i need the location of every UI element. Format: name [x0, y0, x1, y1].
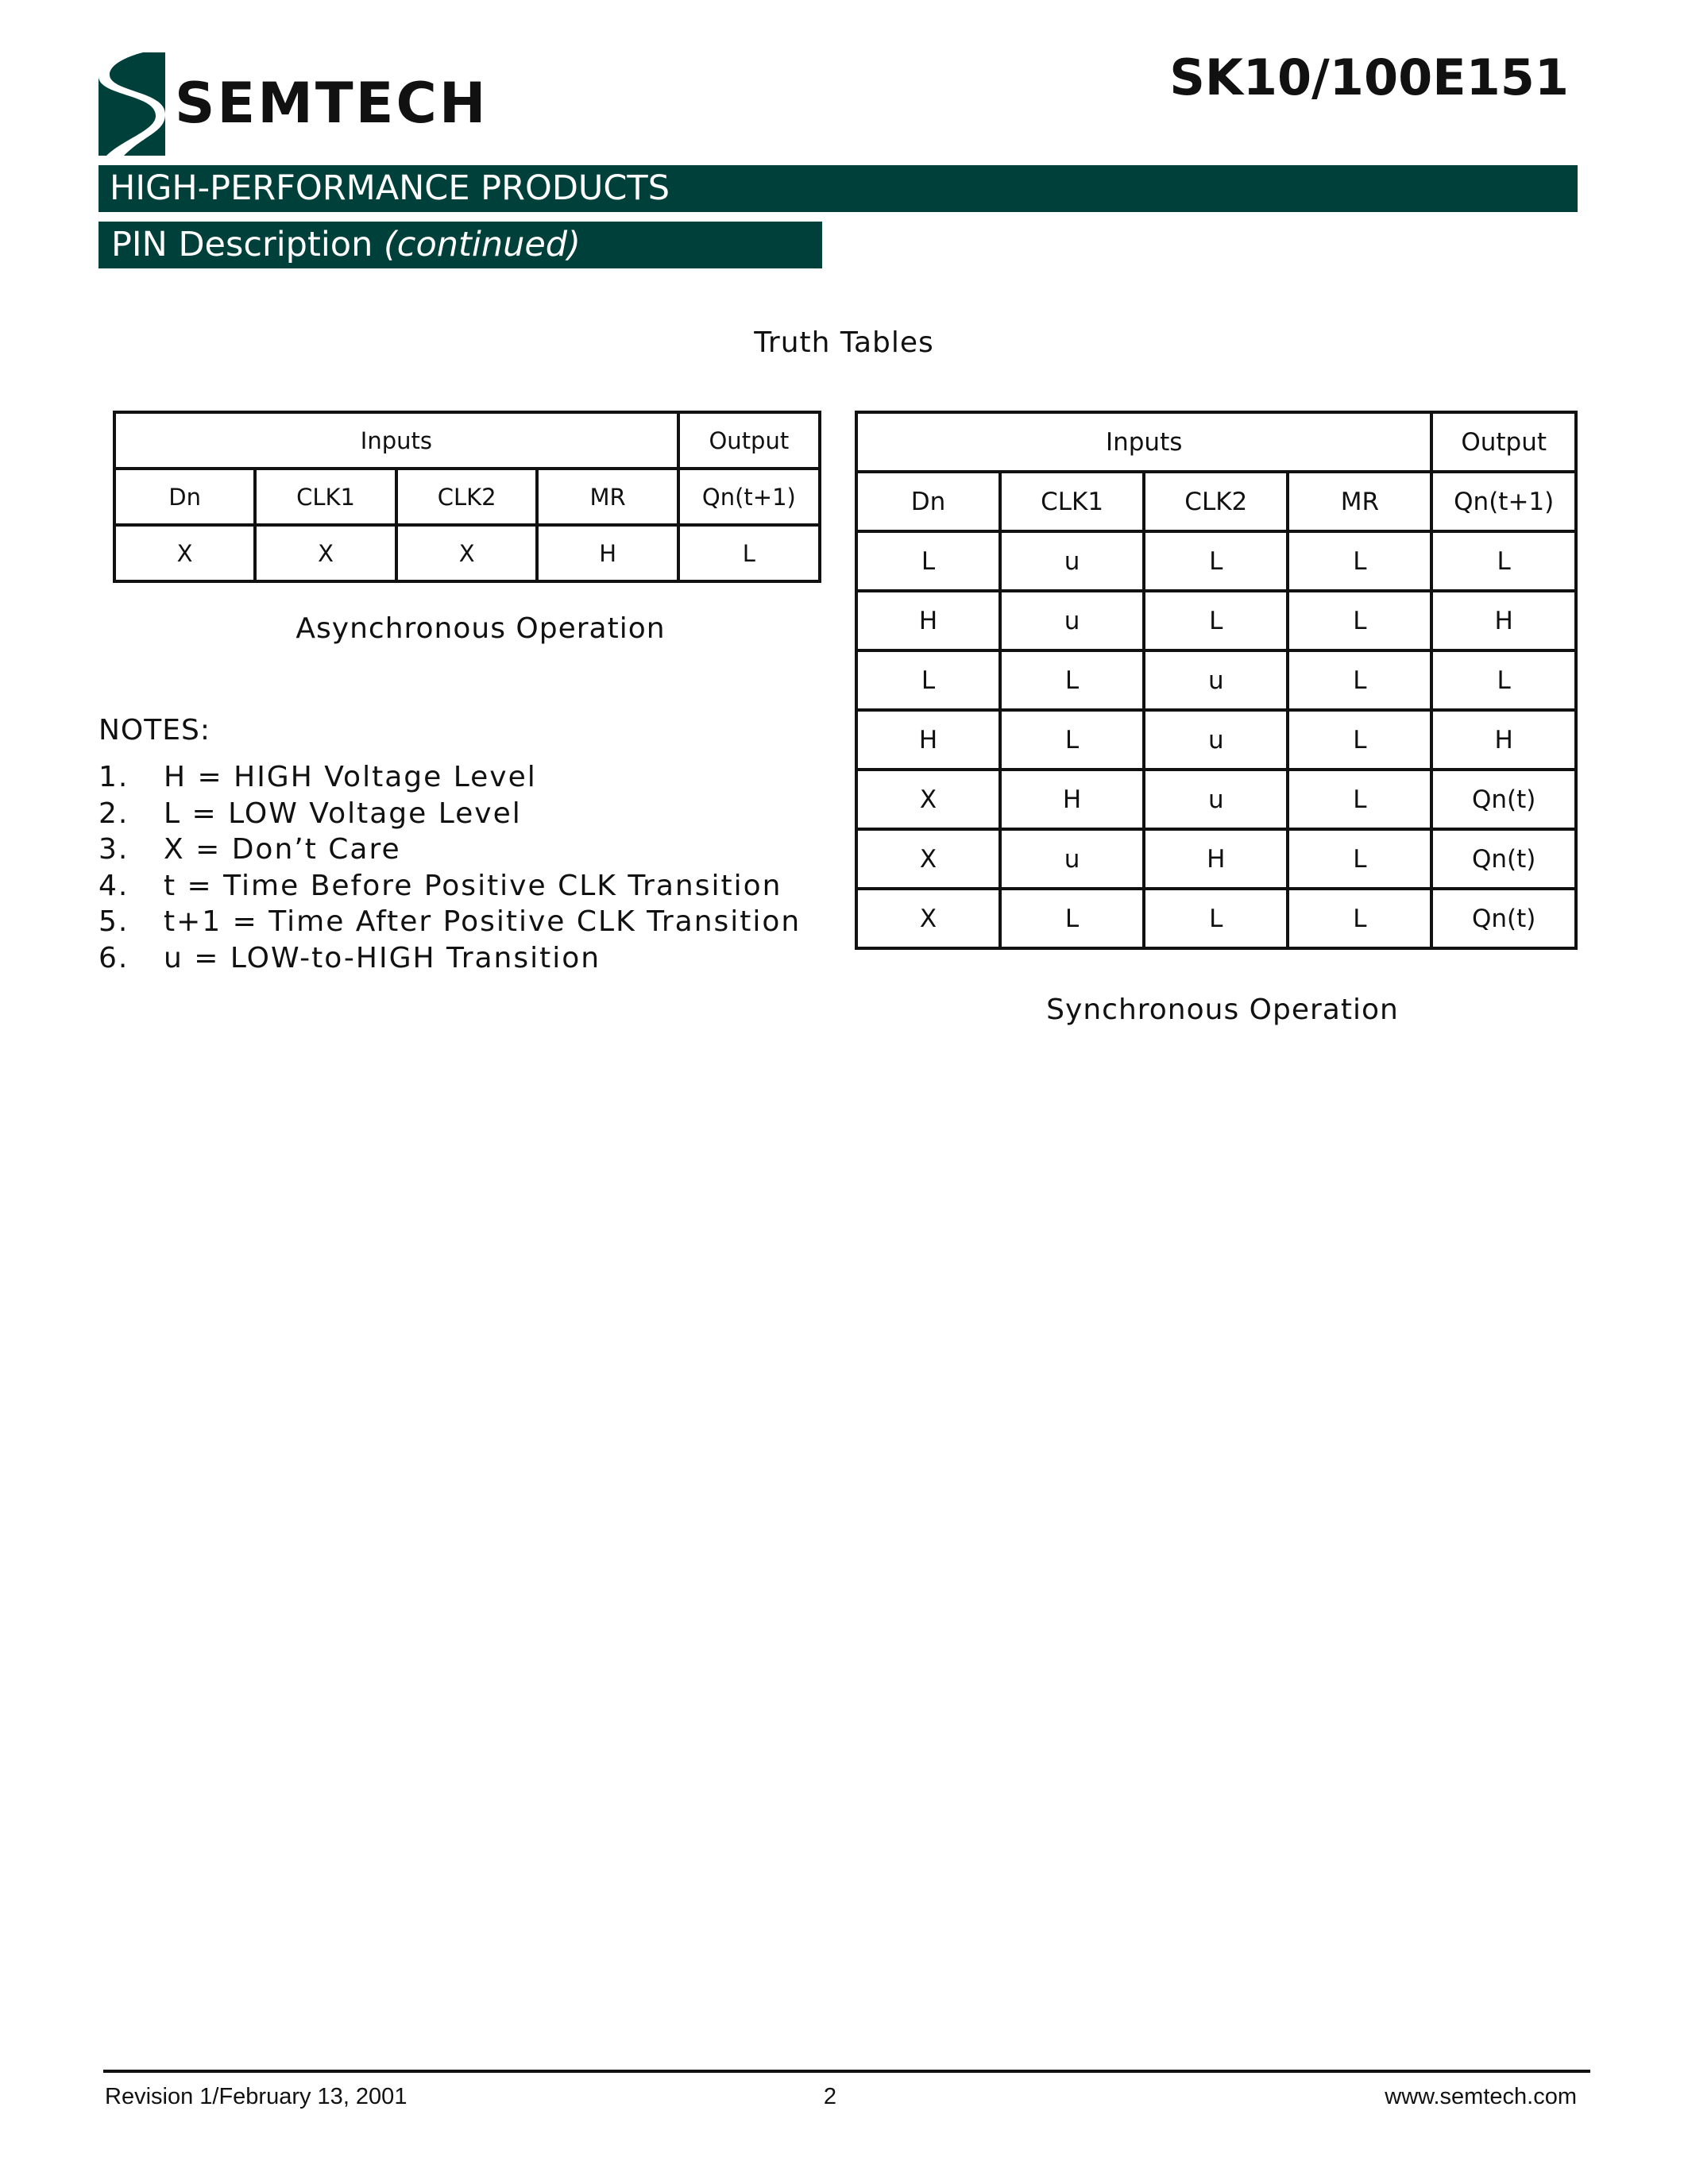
table-cell: L — [1431, 531, 1576, 591]
table-cell: u — [1144, 710, 1288, 770]
table-cell: H — [856, 591, 1000, 650]
semtech-logo-icon — [98, 52, 165, 156]
table-cell: Qn(t) — [1431, 770, 1576, 829]
table-row — [856, 650, 1576, 710]
list-item — [98, 759, 801, 796]
table-cell: L — [1431, 650, 1576, 710]
note-text: X = Don’t Care — [164, 833, 401, 866]
notes-heading: NOTES: — [98, 714, 211, 747]
table-cell: L — [1144, 591, 1288, 650]
list-item — [98, 832, 801, 868]
table-column-header-row — [114, 469, 820, 525]
table-row — [856, 889, 1576, 948]
section-title-text: PIN Description — [111, 225, 373, 264]
table-cell: H — [1000, 770, 1144, 829]
list-item — [98, 796, 801, 832]
note-text: t+1 = Time After Positive CLK Transition — [164, 905, 802, 938]
table-cell: Qn(t) — [1431, 829, 1576, 889]
table-cell: L — [1000, 650, 1144, 710]
table-cell: L — [1288, 889, 1431, 948]
note-text: L = LOW Voltage Level — [164, 797, 522, 830]
column-header: Qn(t+1) — [678, 469, 820, 525]
table-cell: L — [1144, 531, 1288, 591]
table-cell: L — [856, 650, 1000, 710]
column-header: Qn(t+1) — [1431, 472, 1576, 531]
table-cell: L — [1288, 829, 1431, 889]
output-group-header: Output — [1431, 412, 1576, 472]
table-cell: X — [114, 525, 255, 581]
table-cell: u — [1144, 770, 1288, 829]
footer-website-link[interactable]: www.semtech.com — [1385, 2084, 1577, 2109]
table-cell: u — [1000, 531, 1144, 591]
table-cell: X — [856, 770, 1000, 829]
column-header: Dn — [856, 472, 1000, 531]
table-cell: L — [1288, 591, 1431, 650]
output-group-header: Output — [678, 412, 820, 469]
table-row — [856, 531, 1576, 591]
column-header: MR — [537, 469, 678, 525]
table-cell: Qn(t) — [1431, 889, 1576, 948]
sync-table-caption: Synchronous Operation — [1046, 994, 1399, 1026]
table-cell: L — [678, 525, 820, 581]
table-row — [856, 710, 1576, 770]
table-cell: X — [856, 829, 1000, 889]
list-item — [98, 868, 801, 905]
footer-divider — [103, 2070, 1590, 2073]
table-cell: X — [255, 525, 396, 581]
async-table-caption: Asynchronous Operation — [295, 612, 666, 645]
part-number: SK10/100E151 — [1169, 48, 1569, 106]
table-row — [856, 770, 1576, 829]
truth-tables-heading: Truth Tables — [754, 326, 934, 359]
table-cell: L — [856, 531, 1000, 591]
inputs-group-header: Inputs — [114, 412, 678, 469]
table-cell: X — [856, 889, 1000, 948]
column-header: CLK2 — [396, 469, 538, 525]
notes-list — [98, 759, 801, 976]
column-header: MR — [1288, 472, 1431, 531]
table-cell: L — [1000, 889, 1144, 948]
column-header: CLK1 — [1000, 472, 1144, 531]
footer-revision: Revision 1/February 13, 2001 — [105, 2084, 408, 2109]
table-cell: H — [1144, 829, 1288, 889]
table-row — [856, 591, 1576, 650]
table-column-header-row — [856, 472, 1576, 531]
column-header: CLK2 — [1144, 472, 1288, 531]
table-cell: L — [1000, 710, 1144, 770]
table-cell: H — [1431, 710, 1576, 770]
table-cell: L — [1288, 531, 1431, 591]
list-item — [98, 904, 801, 940]
table-cell: H — [1431, 591, 1576, 650]
brand-name: SEMTECH — [175, 71, 489, 136]
table-cell: u — [1144, 650, 1288, 710]
table-cell: u — [1000, 591, 1144, 650]
async-truth-table — [113, 411, 821, 583]
category-banner — [98, 165, 1578, 212]
table-row — [856, 829, 1576, 889]
note-number: 6. — [98, 941, 129, 974]
note-number: 3. — [98, 833, 129, 866]
table-group-header-row — [114, 412, 820, 469]
section-title-suffix: (continued) — [384, 225, 581, 264]
sync-truth-table — [855, 411, 1578, 950]
note-text: u = LOW-to-HIGH Transition — [164, 941, 601, 974]
table-cell: u — [1000, 829, 1144, 889]
list-item — [98, 940, 801, 977]
table-cell: L — [1288, 710, 1431, 770]
table-cell: H — [856, 710, 1000, 770]
banner-title: HIGH-PERFORMANCE PRODUCTS — [110, 168, 670, 208]
table-cell: H — [537, 525, 678, 581]
column-header: Dn — [114, 469, 255, 525]
page-number: 2 — [823, 2084, 837, 2109]
column-header: CLK1 — [255, 469, 396, 525]
table-row — [114, 525, 820, 581]
note-text: t = Time Before Positive CLK Transition — [164, 869, 782, 902]
note-text: H = HIGH Voltage Level — [164, 761, 537, 793]
section-title — [111, 222, 581, 268]
table-group-header-row — [856, 412, 1576, 472]
section-banner — [98, 222, 822, 268]
note-number: 2. — [98, 797, 129, 830]
note-number: 1. — [98, 761, 129, 793]
note-number: 5. — [98, 905, 129, 938]
table-cell: L — [1288, 770, 1431, 829]
table-cell: X — [396, 525, 538, 581]
inputs-group-header: Inputs — [856, 412, 1431, 472]
table-cell: L — [1288, 650, 1431, 710]
table-cell: L — [1144, 889, 1288, 948]
note-number: 4. — [98, 869, 129, 902]
